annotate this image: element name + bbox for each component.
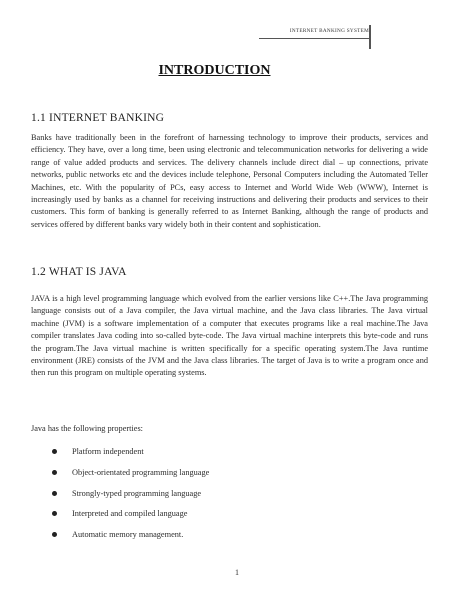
list-item [48,488,209,509]
list-item [48,508,209,529]
list-item [48,446,209,467]
paragraph-what-is-java: JAVA is a high level programming language which evolved from the earlier versions like C++.The Java programming language consists out of a Java compiler, the Java virtual machine, and the Java class libraries. The Java virtual machine (JVM) is a software implementation of a computer that executes programs like a real machine.The Java compiler translates Java coding into so-called byte-code. The Java virtual machine interprets this byte-code and runs the program.The Java virtual machine is written specifically for a specific operating system.The Java runtime environment (JRE) consists of the JVM and the Java class libraries. The target of Java is to write a program once and then run this program on multiple operating systems. [31,294,428,378]
section-heading-what-is-java: 1.2 WHAT IS JAVA [31,266,127,278]
properties-list [48,446,209,550]
list-item-text: Interpreted and compiled language [72,509,188,519]
properties-intro: Java has the following properties: [31,424,143,433]
header-rule-vertical [369,25,371,49]
list-item-text: Object-orientated programming language [72,467,210,477]
header-rule [259,38,369,39]
page-number: 1 [235,568,239,577]
list-item-text: Platform independent [72,447,144,456]
bullet-icon [52,491,57,496]
bullet-icon [52,511,57,516]
list-item-text: Automatic memory management. [72,530,184,540]
page-title: INTRODUCTION [158,63,271,78]
list-item-text: Strongly-typed programming language [72,488,202,498]
running-header: INTERNET BANKING SYSTEM [289,28,369,34]
list-item [48,467,209,488]
bullet-icon [52,470,57,475]
paragraph-internet-banking: Banks have traditionally been in the forefront of harnessing technology to improve their products, services and efficiency. They have, over a long time, been using electronic and telecommunication networks for delivering a wide range of value added products and services. The delivery channels include direct dial – up connections, private networks, public networks etc and the devices include telephone, Personal Computers including the Automated Teller Machines, etc. With the popularity of PCs, easy access to Internet and World Wide Web (WWW), Internet is increasingly used by banks as a channel for receiving instructions and delivering their products and services to their customers. This form of banking is generally referred to as Internet Banking, although the range of products and services offered by different banks vary widely both in their content and sophistication. [31,133,428,229]
section-heading-internet-banking: 1.1 INTERNET BANKING [31,112,165,124]
bullet-icon [52,532,57,537]
list-item [48,529,209,550]
bullet-icon [52,449,57,454]
